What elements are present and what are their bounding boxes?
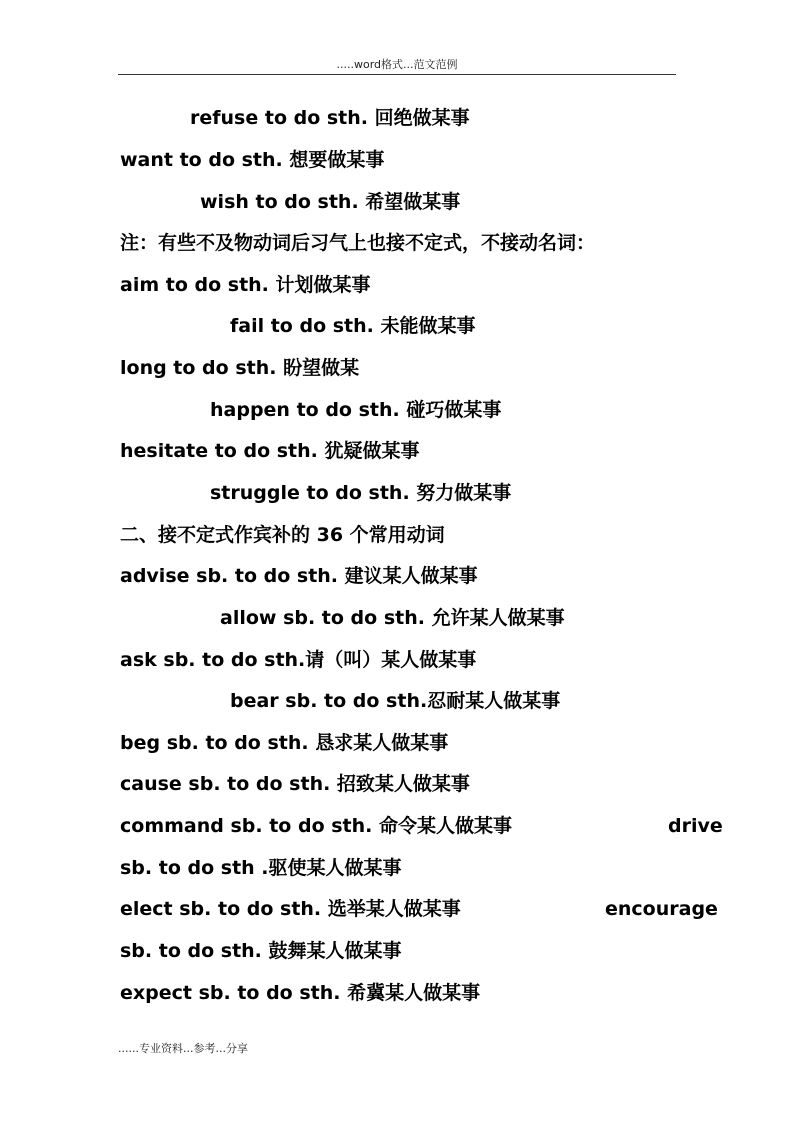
section-heading: 二、接不定式作宾补的 36 个常用动词	[120, 524, 445, 546]
text-line: long to do sth. 盼望做某	[120, 357, 360, 379]
text-line: struggle to do sth. 努力做某事	[210, 482, 512, 504]
text-line: happen to do sth. 碰巧做某事	[210, 399, 502, 421]
text-line: want to do sth. 想要做某事	[120, 149, 385, 171]
text-line: hesitate to do sth. 犹疑做某事	[120, 440, 420, 462]
text-line: wish to do sth. 希望做某事	[200, 191, 461, 213]
page-header: .....word格式...范文范例	[336, 58, 458, 71]
page-footer: ......专业资料...参考...分享	[118, 1042, 248, 1055]
text-line: fail to do sth. 未能做某事	[230, 315, 476, 337]
text-line: ask sb. to do sth.请（叫）某人做某事	[120, 649, 477, 671]
text-line: sb. to do sth .驱使某人做某事	[120, 857, 402, 879]
text-line: cause sb. to do sth. 招致某人做某事	[120, 773, 470, 795]
text-line: beg sb. to do sth. 恳求某人做某事	[120, 732, 449, 754]
header-divider	[118, 74, 676, 75]
text-line: sb. to do sth. 鼓舞某人做某事	[120, 940, 402, 962]
text-line: encourage	[605, 898, 718, 920]
text-line: expect sb. to do sth. 希冀某人做某事	[120, 982, 481, 1004]
text-line: advise sb. to do sth. 建议某人做某事	[120, 565, 478, 587]
text-line: bear sb. to do sth.忍耐某人做某事	[230, 690, 561, 712]
text-line: 注：有些不及物动词后习气上也接不定式，不接动名词：	[120, 232, 596, 254]
text-line: drive	[668, 815, 723, 837]
text-line: allow sb. to do sth. 允许某人做某事	[220, 607, 565, 629]
text-line: command sb. to do sth. 命令某人做某事	[120, 815, 512, 837]
text-line: refuse to do sth. 回绝做某事	[190, 107, 470, 129]
text-line: elect sb. to do sth. 选举某人做某事	[120, 898, 461, 920]
text-line: aim to do sth. 计划做某事	[120, 274, 371, 296]
